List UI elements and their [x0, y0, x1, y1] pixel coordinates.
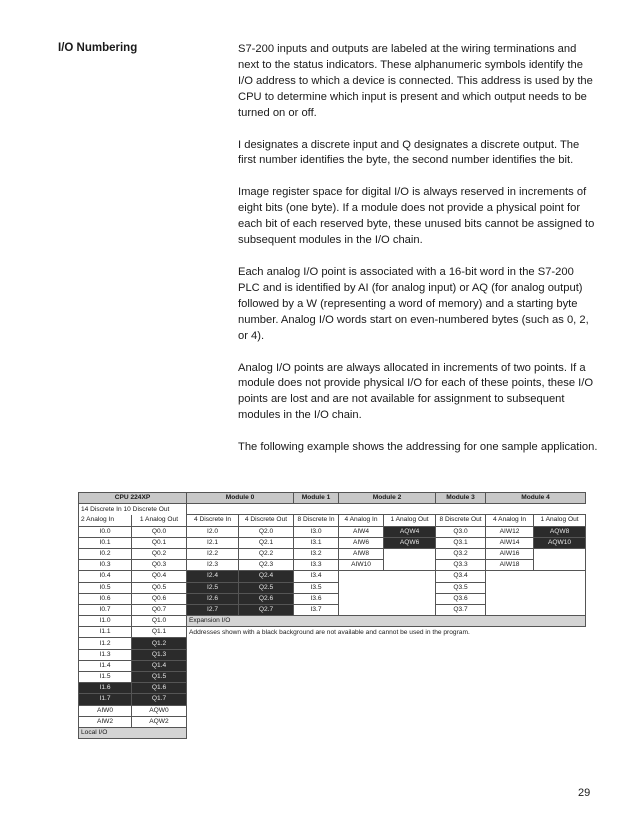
table-cell: AQW0 — [132, 705, 187, 716]
expansion-io-label: Expansion I/O — [187, 616, 586, 627]
local-io-label: Local I/O — [79, 727, 187, 738]
table-cell-unavailable: I1.7 — [79, 694, 132, 705]
table-cell: I2.0 — [187, 526, 239, 537]
blank-cell — [187, 660, 586, 671]
table-cell: I2.3 — [187, 560, 239, 571]
table-row — [79, 560, 586, 571]
page-number: 29 — [578, 787, 591, 799]
table-cell: AIW18 — [486, 560, 534, 571]
table-cell: I0.1 — [79, 537, 132, 548]
table-cell: I3.1 — [294, 537, 339, 548]
table-cell: I3.3 — [294, 560, 339, 571]
blank-cell — [187, 672, 586, 683]
paragraph: Each analog I/O point is associated with a 16-bit word in the S7-200 PLC and is identified by AI (for analog input) or AQ (for analog output) followed by a W (representing a word of memory) and a starting byte number. Analog I/O words start on even-numbered bytes (such as 0, 2, or 4). — [238, 265, 589, 342]
blank-cell — [187, 727, 586, 738]
table-cell-unavailable: I2.6 — [187, 593, 239, 604]
column-header-row — [79, 515, 586, 526]
table-row — [79, 548, 586, 559]
table-cell: I3.4 — [294, 571, 339, 582]
table-cell: I1.1 — [79, 627, 132, 638]
table-row — [79, 571, 586, 582]
table-cell: Q0.4 — [132, 571, 187, 582]
group-header-module2: Module 2 — [339, 493, 436, 504]
table-cell: Q0.7 — [132, 604, 187, 615]
table-cell: I0.5 — [79, 582, 132, 593]
table-cell: I0.7 — [79, 604, 132, 615]
blank-cell — [486, 571, 586, 616]
table-cell: I0.2 — [79, 548, 132, 559]
table-cell: AIW4 — [339, 526, 384, 537]
table-cell-unavailable: AQW6 — [384, 537, 436, 548]
column-header: 4 Discrete Out — [239, 515, 294, 526]
table-cell: I1.4 — [79, 660, 132, 671]
group-header-row — [79, 493, 586, 504]
table-cell-unavailable: I2.4 — [187, 571, 239, 582]
cpu-subheader-row — [79, 504, 586, 515]
table-cell: AQW2 — [132, 716, 187, 727]
blank-cell — [534, 560, 586, 571]
column-header: 2 Analog In — [79, 515, 132, 526]
table-cell-unavailable: Q2.5 — [239, 582, 294, 593]
table-cell-unavailable: I1.6 — [79, 683, 132, 694]
table-cell: Q0.5 — [132, 582, 187, 593]
column-header: 1 Analog Out — [132, 515, 187, 526]
io-addressing-table — [78, 492, 586, 739]
table-cell-unavailable: Q1.7 — [132, 694, 187, 705]
table-cell-unavailable: Q1.5 — [132, 672, 187, 683]
table-cell-unavailable: Q1.6 — [132, 683, 187, 694]
table-cell-unavailable: I2.5 — [187, 582, 239, 593]
table-cell-unavailable: Q2.4 — [239, 571, 294, 582]
table-cell: AIW12 — [486, 526, 534, 537]
table-cell: I3.0 — [294, 526, 339, 537]
blank-cell — [384, 560, 436, 571]
table-cell: AIW10 — [339, 560, 384, 571]
group-header-module4: Module 4 — [486, 493, 586, 504]
column-header: 8 Discrete In — [294, 515, 339, 526]
table-row — [79, 694, 586, 705]
table-cell: I1.2 — [79, 638, 132, 649]
paragraph: S7-200 inputs and outputs are labeled at the wiring terminations and next to the status indicators. These alphanumeric symbols identify the I/O address to which a device is connected. This address is used by the CPU to determine which input is present and which output needs to be turned on or off. — [238, 43, 593, 119]
blank-cell — [187, 504, 586, 515]
column-header: 1 Analog Out — [384, 515, 436, 526]
table-cell-unavailable: Q2.7 — [239, 604, 294, 615]
table-cell: Q2.0 — [239, 526, 294, 537]
column-header: 4 Analog In — [339, 515, 384, 526]
table-cell: Q3.4 — [436, 571, 486, 582]
column-header: 4 Analog In — [486, 515, 534, 526]
paragraph: I designates a discrete input and Q designates a discrete output. The first number identifies the byte, the second number identifies the bit. — [238, 138, 580, 167]
group-header-module1: Module 1 — [294, 493, 339, 504]
table-row — [79, 660, 586, 671]
table-cell: Q0.0 — [132, 526, 187, 537]
table-cell: Q3.3 — [436, 560, 486, 571]
table-cell-unavailable: AQW8 — [534, 526, 586, 537]
table-cell: AIW6 — [339, 537, 384, 548]
table-cell: AIW14 — [486, 537, 534, 548]
table-row — [79, 649, 586, 660]
table-cell-unavailable: Q1.3 — [132, 649, 187, 660]
table-cell-unavailable: AQW10 — [534, 537, 586, 548]
table-cell: I1.5 — [79, 672, 132, 683]
table-cell: Q0.1 — [132, 537, 187, 548]
table-cell: Q2.3 — [239, 560, 294, 571]
blank-cell — [384, 548, 436, 559]
table-cell: I0.4 — [79, 571, 132, 582]
table-cell: Q2.2 — [239, 548, 294, 559]
table-cell: Q3.7 — [436, 604, 486, 615]
table-cell: I2.1 — [187, 537, 239, 548]
blank-cell — [339, 571, 436, 616]
group-header-cpu: CPU 224XP — [79, 493, 187, 504]
group-header-module0: Module 0 — [187, 493, 294, 504]
table-row — [79, 683, 586, 694]
column-header: 8 Discrete Out — [436, 515, 486, 526]
table-cell: Q3.6 — [436, 593, 486, 604]
table-cell: Q1.1 — [132, 627, 187, 638]
table-row — [79, 705, 586, 716]
table-cell: Q3.0 — [436, 526, 486, 537]
section-heading: I/O Numbering — [58, 42, 138, 54]
table-cell: Q0.6 — [132, 593, 187, 604]
blank-cell — [187, 683, 586, 694]
column-header: 4 Discrete In — [187, 515, 239, 526]
table-cell: I0.0 — [79, 526, 132, 537]
column-header: 1 Analog Out — [534, 515, 586, 526]
paragraph: Image register space for digital I/O is always reserved in increments of eight bits (one byte). If a module does not provide a physical point for each bit of each reserved byte, these unused bits cannot be assigned to subsequent modules in the I/O chain. — [238, 186, 595, 247]
table-cell: Q2.1 — [239, 537, 294, 548]
paragraph: The following example shows the addressing for one sample application. — [238, 441, 598, 454]
table-row — [79, 727, 586, 738]
table-cell-unavailable: Q1.2 — [132, 638, 187, 649]
paragraph: Analog I/O points are always allocated in increments of two points. If a module does not provide physical I/O for each of these points, these I/O points are lost and are not available for assignment to subsequent modules in the I/O chain. — [238, 361, 594, 422]
table-cell: I3.5 — [294, 582, 339, 593]
table-cell: Q0.2 — [132, 548, 187, 559]
blank-cell — [187, 638, 586, 649]
blank-cell — [187, 649, 586, 660]
table-cell: I3.2 — [294, 548, 339, 559]
table-row — [79, 616, 586, 627]
table-row — [79, 672, 586, 683]
table-cell: Q3.1 — [436, 537, 486, 548]
table-cell: I2.2 — [187, 548, 239, 559]
table-row — [79, 638, 586, 649]
table-cell: Q1.0 — [132, 616, 187, 627]
group-header-module3: Module 3 — [436, 493, 486, 504]
table-cell-unavailable: AQW4 — [384, 526, 436, 537]
availability-note: Addresses shown with a black background are not available and cannot be used in the program. — [189, 628, 470, 636]
table-cell: AIW8 — [339, 548, 384, 559]
table-cell-unavailable: Q2.6 — [239, 593, 294, 604]
table-cell: AIW16 — [486, 548, 534, 559]
table-row — [79, 537, 586, 548]
cpu-subheader: 14 Discrete In 10 Discrete Out — [79, 504, 187, 515]
table-cell: I3.7 — [294, 604, 339, 615]
table-cell: Q3.5 — [436, 582, 486, 593]
table-cell: I3.6 — [294, 593, 339, 604]
table-cell: I0.6 — [79, 593, 132, 604]
table-cell-unavailable: I2.7 — [187, 604, 239, 615]
table-row — [79, 627, 586, 638]
table-cell: AIW0 — [79, 705, 132, 716]
table-row — [79, 526, 586, 537]
blank-cell — [534, 548, 586, 559]
blank-cell — [187, 716, 586, 727]
table-cell: Q3.2 — [436, 548, 486, 559]
blank-cell — [187, 694, 586, 705]
table-cell: Q0.3 — [132, 560, 187, 571]
body-text — [238, 42, 598, 472]
table-row — [79, 716, 586, 727]
blank-cell — [187, 705, 586, 716]
table-cell: I1.3 — [79, 649, 132, 660]
table-cell: I0.3 — [79, 560, 132, 571]
table-cell: I1.0 — [79, 616, 132, 627]
table-cell: AIW2 — [79, 716, 132, 727]
table-cell-unavailable: Q1.4 — [132, 660, 187, 671]
